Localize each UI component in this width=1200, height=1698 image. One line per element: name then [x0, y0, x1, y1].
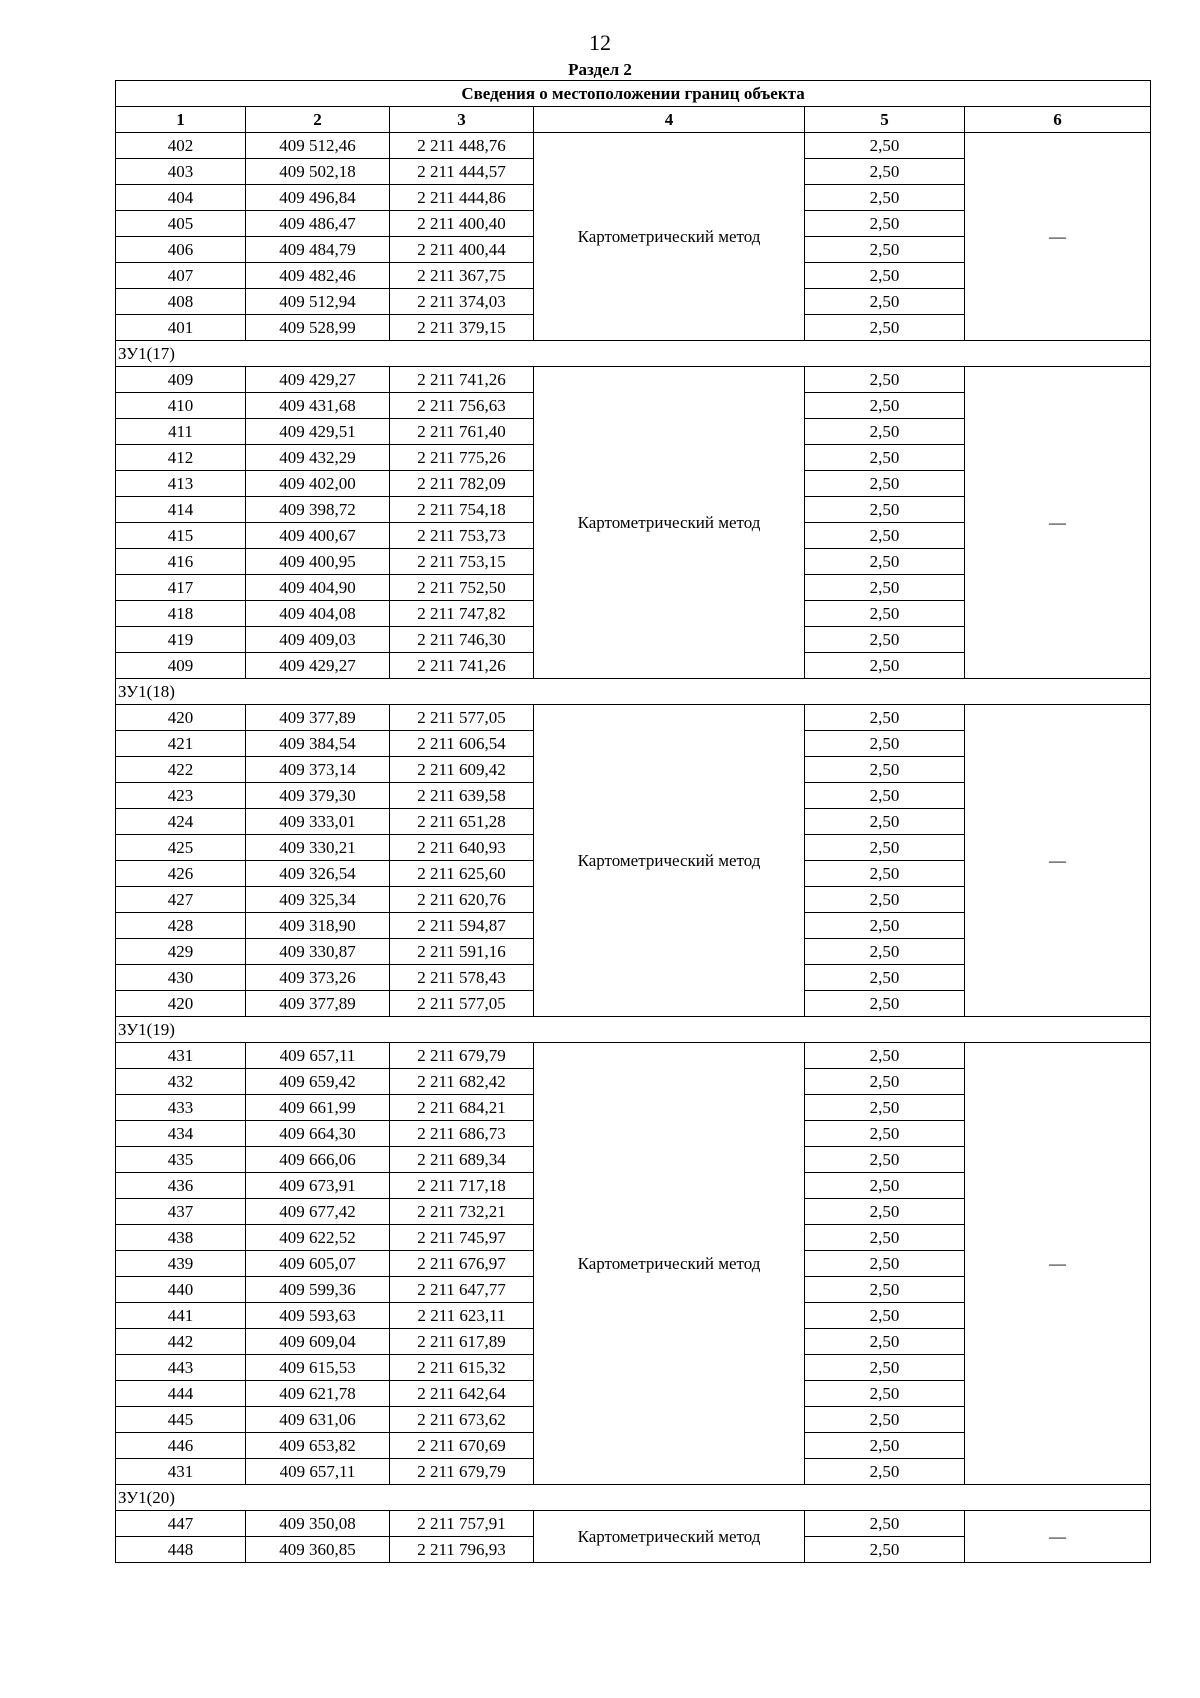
accuracy-cell: 2,50	[805, 159, 965, 185]
y-coordinate-cell: 2 211 400,44	[390, 237, 534, 263]
x-coordinate-cell: 409 484,79	[246, 237, 390, 263]
point-number-cell: 447	[116, 1511, 246, 1537]
y-coordinate-cell: 2 211 753,73	[390, 523, 534, 549]
accuracy-cell: 2,50	[805, 523, 965, 549]
accuracy-cell: 2,50	[805, 445, 965, 471]
x-coordinate-cell: 409 486,47	[246, 211, 390, 237]
point-number-cell: 424	[116, 809, 246, 835]
accuracy-cell: 2,50	[805, 1225, 965, 1251]
x-coordinate-cell: 409 593,63	[246, 1303, 390, 1329]
x-coordinate-cell: 409 409,03	[246, 627, 390, 653]
x-coordinate-cell: 409 657,11	[246, 1043, 390, 1069]
y-coordinate-cell: 2 211 647,77	[390, 1277, 534, 1303]
x-coordinate-cell: 409 429,27	[246, 367, 390, 393]
point-number-cell: 444	[116, 1381, 246, 1407]
point-number-cell: 414	[116, 497, 246, 523]
x-coordinate-cell: 409 373,26	[246, 965, 390, 991]
x-coordinate-cell: 409 621,78	[246, 1381, 390, 1407]
note-cell: —	[965, 705, 1151, 1017]
point-number-cell: 442	[116, 1329, 246, 1355]
point-number-cell: 415	[116, 523, 246, 549]
table-row	[116, 1511, 1151, 1537]
x-coordinate-cell: 409 502,18	[246, 159, 390, 185]
point-number-cell: 412	[116, 445, 246, 471]
accuracy-cell: 2,50	[805, 653, 965, 679]
accuracy-cell: 2,50	[805, 965, 965, 991]
point-number-cell: 434	[116, 1121, 246, 1147]
x-coordinate-cell: 409 673,91	[246, 1173, 390, 1199]
point-number-cell: 408	[116, 289, 246, 315]
y-coordinate-cell: 2 211 448,76	[390, 133, 534, 159]
point-number-cell: 445	[116, 1407, 246, 1433]
x-coordinate-cell: 409 653,82	[246, 1433, 390, 1459]
accuracy-cell: 2,50	[805, 835, 965, 861]
group-label: ЗУ1(17)	[116, 341, 1151, 367]
x-coordinate-cell: 409 402,00	[246, 471, 390, 497]
y-coordinate-cell: 2 211 577,05	[390, 991, 534, 1017]
note-cell: —	[965, 367, 1151, 679]
point-number-cell: 441	[116, 1303, 246, 1329]
point-number-cell: 439	[116, 1251, 246, 1277]
x-coordinate-cell: 409 429,27	[246, 653, 390, 679]
point-number-cell: 443	[116, 1355, 246, 1381]
x-coordinate-cell: 409 622,52	[246, 1225, 390, 1251]
point-number-cell: 418	[116, 601, 246, 627]
y-coordinate-cell: 2 211 741,26	[390, 367, 534, 393]
table-row	[116, 133, 1151, 159]
accuracy-cell: 2,50	[805, 185, 965, 211]
point-number-cell: 423	[116, 783, 246, 809]
boundary-coordinates-table	[115, 80, 1151, 1563]
y-coordinate-cell: 2 211 642,64	[390, 1381, 534, 1407]
x-coordinate-cell: 409 384,54	[246, 731, 390, 757]
x-coordinate-cell: 409 657,11	[246, 1459, 390, 1485]
x-coordinate-cell: 409 661,99	[246, 1095, 390, 1121]
point-number-cell: 428	[116, 913, 246, 939]
column-header: 5	[805, 107, 965, 133]
accuracy-cell: 2,50	[805, 471, 965, 497]
accuracy-cell: 2,50	[805, 237, 965, 263]
accuracy-cell: 2,50	[805, 731, 965, 757]
y-coordinate-cell: 2 211 639,58	[390, 783, 534, 809]
x-coordinate-cell: 409 400,95	[246, 549, 390, 575]
group-label: ЗУ1(19)	[116, 1017, 1151, 1043]
accuracy-cell: 2,50	[805, 1043, 965, 1069]
y-coordinate-cell: 2 211 689,34	[390, 1147, 534, 1173]
column-header: 6	[965, 107, 1151, 133]
point-number-cell: 406	[116, 237, 246, 263]
y-coordinate-cell: 2 211 444,86	[390, 185, 534, 211]
point-number-cell: 407	[116, 263, 246, 289]
x-coordinate-cell: 409 326,54	[246, 861, 390, 887]
x-coordinate-cell: 409 330,87	[246, 939, 390, 965]
point-number-cell: 413	[116, 471, 246, 497]
accuracy-cell: 2,50	[805, 1381, 965, 1407]
table-body	[116, 81, 1151, 1563]
method-cell: Картометрический метод	[534, 705, 805, 1017]
point-number-cell: 430	[116, 965, 246, 991]
x-coordinate-cell: 409 373,14	[246, 757, 390, 783]
accuracy-cell: 2,50	[805, 211, 965, 237]
y-coordinate-cell: 2 211 754,18	[390, 497, 534, 523]
x-coordinate-cell: 409 482,46	[246, 263, 390, 289]
x-coordinate-cell: 409 605,07	[246, 1251, 390, 1277]
x-coordinate-cell: 409 360,85	[246, 1537, 390, 1563]
point-number-cell: 426	[116, 861, 246, 887]
accuracy-cell: 2,50	[805, 939, 965, 965]
accuracy-cell: 2,50	[805, 861, 965, 887]
x-coordinate-cell: 409 377,89	[246, 705, 390, 731]
x-coordinate-cell: 409 496,84	[246, 185, 390, 211]
section-title: Раздел 2	[568, 60, 632, 79]
accuracy-cell: 2,50	[805, 1277, 965, 1303]
point-number-cell: 402	[116, 133, 246, 159]
point-number-cell: 448	[116, 1537, 246, 1563]
note-cell: —	[965, 1511, 1151, 1563]
point-number-cell: 421	[116, 731, 246, 757]
accuracy-cell: 2,50	[805, 315, 965, 341]
accuracy-cell: 2,50	[805, 1303, 965, 1329]
accuracy-cell: 2,50	[805, 419, 965, 445]
y-coordinate-cell: 2 211 379,15	[390, 315, 534, 341]
y-coordinate-cell: 2 211 761,40	[390, 419, 534, 445]
group-label: ЗУ1(18)	[116, 679, 1151, 705]
accuracy-cell: 2,50	[805, 1121, 965, 1147]
table-row	[116, 705, 1151, 731]
y-coordinate-cell: 2 211 679,79	[390, 1459, 534, 1485]
x-coordinate-cell: 409 429,51	[246, 419, 390, 445]
point-number-cell: 405	[116, 211, 246, 237]
table-row	[116, 367, 1151, 393]
y-coordinate-cell: 2 211 640,93	[390, 835, 534, 861]
y-coordinate-cell: 2 211 367,75	[390, 263, 534, 289]
x-coordinate-cell: 409 377,89	[246, 991, 390, 1017]
accuracy-cell: 2,50	[805, 887, 965, 913]
group-label: ЗУ1(20)	[116, 1485, 1151, 1511]
group-header-row	[116, 1485, 1151, 1511]
table-title: Сведения о местоположении границ объекта	[116, 81, 1151, 107]
point-number-cell: 425	[116, 835, 246, 861]
x-coordinate-cell: 409 432,29	[246, 445, 390, 471]
y-coordinate-cell: 2 211 717,18	[390, 1173, 534, 1199]
method-cell: Картометрический метод	[534, 133, 805, 341]
accuracy-cell: 2,50	[805, 991, 965, 1017]
accuracy-cell: 2,50	[805, 809, 965, 835]
accuracy-cell: 2,50	[805, 913, 965, 939]
y-coordinate-cell: 2 211 782,09	[390, 471, 534, 497]
accuracy-cell: 2,50	[805, 1459, 965, 1485]
x-coordinate-cell: 409 431,68	[246, 393, 390, 419]
method-cell: Картометрический метод	[534, 367, 805, 679]
x-coordinate-cell: 409 333,01	[246, 809, 390, 835]
y-coordinate-cell: 2 211 609,42	[390, 757, 534, 783]
x-coordinate-cell: 409 512,94	[246, 289, 390, 315]
y-coordinate-cell: 2 211 746,30	[390, 627, 534, 653]
point-number-cell: 436	[116, 1173, 246, 1199]
y-coordinate-cell: 2 211 673,62	[390, 1407, 534, 1433]
y-coordinate-cell: 2 211 753,15	[390, 549, 534, 575]
point-number-cell: 431	[116, 1043, 246, 1069]
note-cell: —	[965, 133, 1151, 341]
point-number-cell: 427	[116, 887, 246, 913]
column-header: 2	[246, 107, 390, 133]
accuracy-cell: 2,50	[805, 1069, 965, 1095]
point-number-cell: 401	[116, 315, 246, 341]
point-number-cell: 433	[116, 1095, 246, 1121]
page-number: 12	[589, 30, 611, 55]
point-number-cell: 431	[116, 1459, 246, 1485]
x-coordinate-cell: 409 398,72	[246, 497, 390, 523]
point-number-cell: 446	[116, 1433, 246, 1459]
accuracy-cell: 2,50	[805, 263, 965, 289]
point-number-cell: 409	[116, 367, 246, 393]
note-cell: —	[965, 1043, 1151, 1485]
table-title-row	[116, 81, 1151, 107]
method-cell: Картометрический метод	[534, 1511, 805, 1563]
y-coordinate-cell: 2 211 578,43	[390, 965, 534, 991]
point-number-cell: 420	[116, 705, 246, 731]
accuracy-cell: 2,50	[805, 1537, 965, 1563]
x-coordinate-cell: 409 664,30	[246, 1121, 390, 1147]
method-cell: Картометрический метод	[534, 1043, 805, 1485]
point-number-cell: 409	[116, 653, 246, 679]
table-row	[116, 1043, 1151, 1069]
accuracy-cell: 2,50	[805, 783, 965, 809]
accuracy-cell: 2,50	[805, 627, 965, 653]
x-coordinate-cell: 409 609,04	[246, 1329, 390, 1355]
y-coordinate-cell: 2 211 686,73	[390, 1121, 534, 1147]
y-coordinate-cell: 2 211 796,93	[390, 1537, 534, 1563]
y-coordinate-cell: 2 211 682,42	[390, 1069, 534, 1095]
accuracy-cell: 2,50	[805, 757, 965, 783]
y-coordinate-cell: 2 211 747,82	[390, 601, 534, 627]
x-coordinate-cell: 409 404,08	[246, 601, 390, 627]
point-number-cell: 438	[116, 1225, 246, 1251]
point-number-cell: 440	[116, 1277, 246, 1303]
point-number-cell: 422	[116, 757, 246, 783]
x-coordinate-cell: 409 666,06	[246, 1147, 390, 1173]
y-coordinate-cell: 2 211 679,79	[390, 1043, 534, 1069]
y-coordinate-cell: 2 211 752,50	[390, 575, 534, 601]
accuracy-cell: 2,50	[805, 549, 965, 575]
y-coordinate-cell: 2 211 651,28	[390, 809, 534, 835]
y-coordinate-cell: 2 211 684,21	[390, 1095, 534, 1121]
x-coordinate-cell: 409 318,90	[246, 913, 390, 939]
point-number-cell: 410	[116, 393, 246, 419]
x-coordinate-cell: 409 325,34	[246, 887, 390, 913]
point-number-cell: 429	[116, 939, 246, 965]
accuracy-cell: 2,50	[805, 497, 965, 523]
x-coordinate-cell: 409 631,06	[246, 1407, 390, 1433]
column-header-row	[116, 107, 1151, 133]
point-number-cell: 417	[116, 575, 246, 601]
y-coordinate-cell: 2 211 444,57	[390, 159, 534, 185]
column-header: 3	[390, 107, 534, 133]
y-coordinate-cell: 2 211 756,63	[390, 393, 534, 419]
point-number-cell: 419	[116, 627, 246, 653]
y-coordinate-cell: 2 211 594,87	[390, 913, 534, 939]
accuracy-cell: 2,50	[805, 1329, 965, 1355]
y-coordinate-cell: 2 211 400,40	[390, 211, 534, 237]
accuracy-cell: 2,50	[805, 705, 965, 731]
x-coordinate-cell: 409 615,53	[246, 1355, 390, 1381]
x-coordinate-cell: 409 599,36	[246, 1277, 390, 1303]
x-coordinate-cell: 409 400,67	[246, 523, 390, 549]
y-coordinate-cell: 2 211 617,89	[390, 1329, 534, 1355]
accuracy-cell: 2,50	[805, 289, 965, 315]
column-header: 1	[116, 107, 246, 133]
point-number-cell: 416	[116, 549, 246, 575]
x-coordinate-cell: 409 379,30	[246, 783, 390, 809]
y-coordinate-cell: 2 211 374,03	[390, 289, 534, 315]
group-header-row	[116, 1017, 1151, 1043]
accuracy-cell: 2,50	[805, 1433, 965, 1459]
accuracy-cell: 2,50	[805, 393, 965, 419]
accuracy-cell: 2,50	[805, 1355, 965, 1381]
y-coordinate-cell: 2 211 676,97	[390, 1251, 534, 1277]
y-coordinate-cell: 2 211 615,32	[390, 1355, 534, 1381]
y-coordinate-cell: 2 211 670,69	[390, 1433, 534, 1459]
point-number-cell: 404	[116, 185, 246, 211]
x-coordinate-cell: 409 350,08	[246, 1511, 390, 1537]
y-coordinate-cell: 2 211 625,60	[390, 861, 534, 887]
accuracy-cell: 2,50	[805, 1511, 965, 1537]
column-header: 4	[534, 107, 805, 133]
y-coordinate-cell: 2 211 591,16	[390, 939, 534, 965]
accuracy-cell: 2,50	[805, 1199, 965, 1225]
y-coordinate-cell: 2 211 745,97	[390, 1225, 534, 1251]
accuracy-cell: 2,50	[805, 1407, 965, 1433]
accuracy-cell: 2,50	[805, 601, 965, 627]
x-coordinate-cell: 409 659,42	[246, 1069, 390, 1095]
accuracy-cell: 2,50	[805, 1147, 965, 1173]
group-header-row	[116, 341, 1151, 367]
accuracy-cell: 2,50	[805, 1251, 965, 1277]
x-coordinate-cell: 409 677,42	[246, 1199, 390, 1225]
y-coordinate-cell: 2 211 775,26	[390, 445, 534, 471]
y-coordinate-cell: 2 211 606,54	[390, 731, 534, 757]
accuracy-cell: 2,50	[805, 133, 965, 159]
point-number-cell: 437	[116, 1199, 246, 1225]
point-number-cell: 435	[116, 1147, 246, 1173]
accuracy-cell: 2,50	[805, 1173, 965, 1199]
y-coordinate-cell: 2 211 732,21	[390, 1199, 534, 1225]
accuracy-cell: 2,50	[805, 575, 965, 601]
accuracy-cell: 2,50	[805, 1095, 965, 1121]
group-header-row	[116, 679, 1151, 705]
y-coordinate-cell: 2 211 620,76	[390, 887, 534, 913]
x-coordinate-cell: 409 528,99	[246, 315, 390, 341]
y-coordinate-cell: 2 211 741,26	[390, 653, 534, 679]
y-coordinate-cell: 2 211 757,91	[390, 1511, 534, 1537]
point-number-cell: 403	[116, 159, 246, 185]
point-number-cell: 411	[116, 419, 246, 445]
y-coordinate-cell: 2 211 623,11	[390, 1303, 534, 1329]
y-coordinate-cell: 2 211 577,05	[390, 705, 534, 731]
point-number-cell: 420	[116, 991, 246, 1017]
x-coordinate-cell: 409 512,46	[246, 133, 390, 159]
x-coordinate-cell: 409 404,90	[246, 575, 390, 601]
accuracy-cell: 2,50	[805, 367, 965, 393]
point-number-cell: 432	[116, 1069, 246, 1095]
x-coordinate-cell: 409 330,21	[246, 835, 390, 861]
